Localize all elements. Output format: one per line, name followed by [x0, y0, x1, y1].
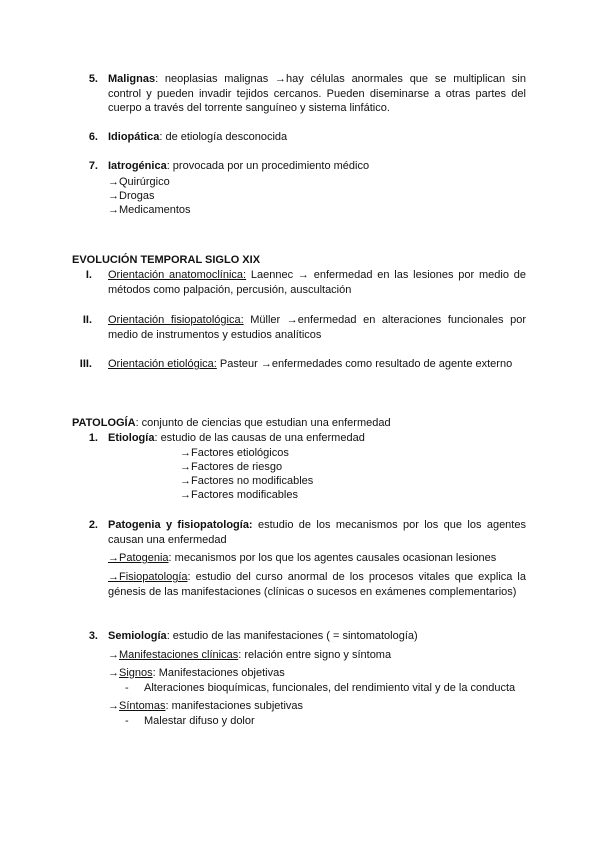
definition: : conjunto de ciencias que estudian una enfermedad — [135, 417, 391, 429]
definition: : de etiología desconocida — [159, 131, 288, 143]
fisiopatologia-text: : estudio del curso anormal de los procesos vitales que explica la génesis de las manifestaciones (clínicas o sucesos en exámenes complementarios) — [108, 571, 526, 598]
term-iatrogenica: Iatrogénica — [108, 160, 167, 172]
term-etiologia: Etiología — [108, 432, 155, 444]
list-item-semiologia — [108, 629, 526, 644]
definition: estudio de los mecanismos por los que los agentes causan una enfermedad — [108, 519, 526, 546]
list-number: 3. — [88, 630, 98, 642]
orientation-text: Müller →enfermedad en alteraciones funcionales por medio de instrumentos y estudios analíticos — [108, 314, 526, 341]
list-item-iatrogenica — [108, 159, 526, 174]
bullet-dash: - — [125, 682, 129, 694]
orientation-label: Orientación fisiopatológica: — [108, 314, 244, 326]
orientation-label: Orientación anatomoclínica: — [108, 269, 247, 281]
term-semiologia: Semiología — [108, 630, 167, 642]
sub-item: →Quirúrgico — [108, 176, 170, 188]
definition: : neoplasias malignas →hay células anormales que se multiplican sin control y pueden invadir tejidos cercanos. Pueden diseminarse a otras partes del cuerpo a través del torrente sanguíneo y sistema linfático. — [108, 73, 526, 114]
term-idiopatica: Idiopática — [108, 131, 160, 143]
orientation-text: Pasteur →enfermedades como resultado de agente externo — [216, 358, 513, 370]
signos-text: : Manifestaciones objetivas — [152, 667, 285, 679]
manifestaciones-item — [108, 648, 526, 663]
bullet-dash: - — [125, 715, 129, 727]
list-item-idiopatica — [108, 130, 526, 145]
orientation-item — [108, 357, 526, 372]
list-item-malignas — [108, 72, 526, 116]
sintomas-text: : manifestaciones subjetivas — [165, 700, 304, 712]
sintomas-sub-item: Malestar difuso y dolor — [144, 715, 255, 727]
definition: : estudio de las manifestaciones ( = sintomatología) — [166, 630, 418, 642]
list-number: 2. — [88, 519, 98, 531]
fisiopatologia-item — [108, 570, 526, 599]
sintomas-item — [108, 699, 526, 714]
orientation-item — [108, 268, 526, 297]
arrow: → — [108, 649, 119, 661]
list-number: 7. — [88, 160, 98, 172]
list-number: 1. — [88, 432, 98, 444]
roman-number: II. — [82, 314, 92, 326]
sub-item: →Drogas — [108, 190, 155, 202]
definition: : estudio de las causas de una enfermedad — [154, 432, 365, 444]
fisiopatologia-label: →Fisiopatología — [108, 571, 188, 583]
signos-label: Signos — [119, 667, 153, 679]
patogenia-text: : mecanismos por los que los agentes causales ocasionan lesiones — [168, 552, 497, 564]
patogenia-item — [108, 551, 526, 566]
arrow: → — [108, 667, 119, 679]
manifestaciones-text: : relación entre signo y síntoma — [238, 649, 392, 661]
factor-item: →Factores modificables — [180, 489, 298, 501]
definition: : provocada por un procedimiento médico — [166, 160, 370, 172]
list-item-patogenia — [108, 518, 526, 547]
sintomas-label: Síntomas — [119, 700, 166, 712]
sub-item: →Medicamentos — [108, 204, 191, 216]
patologia-definition — [72, 416, 532, 431]
roman-number: III. — [79, 358, 92, 370]
factor-item: →Factores etiológicos — [180, 447, 289, 459]
term-patogenia: Patogenia y fisiopatología: — [108, 519, 253, 531]
term-malignas: Malignas — [108, 73, 156, 85]
orientation-item — [108, 313, 526, 342]
factor-item: →Factores no modificables — [180, 475, 314, 487]
signos-sub-item: Alteraciones bioquímicas, funcionales, del rendimiento vital y de la conducta — [144, 682, 516, 694]
arrow: → — [108, 700, 119, 712]
section-heading-evolucion: EVOLUCIÓN TEMPORAL SIGLO XIX — [72, 254, 261, 266]
list-item-etiologia — [108, 431, 526, 446]
orientation-label: Orientación etiológica: — [108, 358, 217, 370]
term-patologia: PATOLOGÍA — [72, 417, 136, 429]
list-number: 6. — [88, 131, 98, 143]
factor-item: →Factores de riesgo — [180, 461, 283, 473]
manifestaciones-label: Manifestaciones clínicas — [119, 649, 239, 661]
patogenia-label: →Patogenia — [108, 552, 169, 564]
signos-item — [108, 666, 526, 681]
orientation-text: Laennec → enfermedad en las lesiones por medio de métodos como palpación, percusión, auscultación — [108, 269, 526, 296]
roman-number: I. — [85, 269, 92, 281]
list-number: 5. — [88, 73, 98, 85]
